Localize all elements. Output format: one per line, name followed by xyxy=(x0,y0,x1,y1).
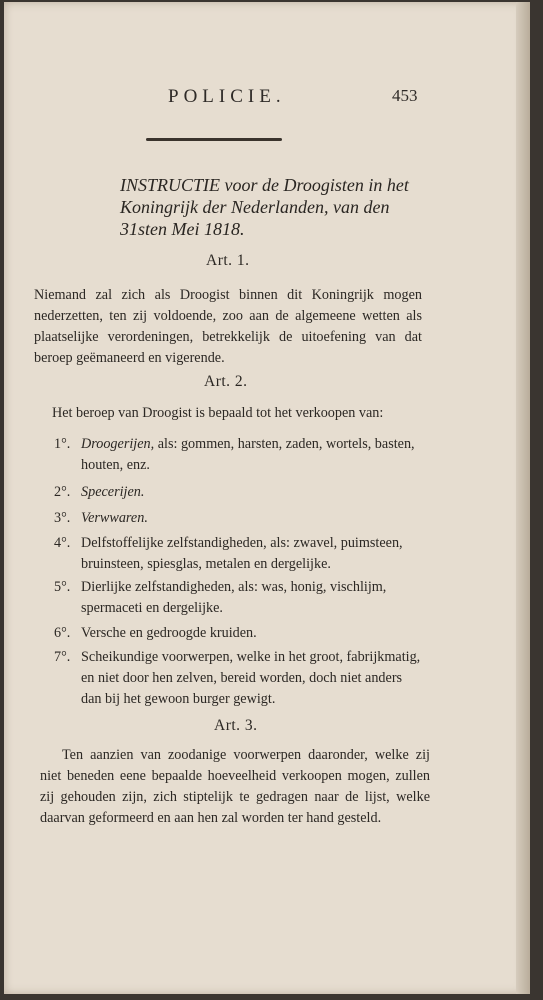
page-header xyxy=(4,86,530,110)
item-text: Scheikundige voorwerpen, welke in het groot, fabrijkmatig, en niet door hen zelven, bereid worden, doch niet anders dan bij het gewoon burger gewigt. xyxy=(81,649,421,707)
list-item xyxy=(54,508,426,529)
item-number: 4°. xyxy=(54,535,71,551)
item-lead: Specerijen. xyxy=(81,484,145,500)
book-page xyxy=(4,2,530,994)
item-lead: Verwwaren. xyxy=(81,510,148,526)
article-2-heading: Art. 2. xyxy=(204,373,248,390)
title-line: 31sten Mei 1818. xyxy=(120,219,245,239)
article-1-heading: Art. 1. xyxy=(206,252,250,269)
item-number: 7°. xyxy=(54,649,71,665)
page-gutter xyxy=(516,2,530,994)
item-number: 5°. xyxy=(54,579,71,595)
list-item xyxy=(54,482,426,503)
title-line: INSTRUCTIE voor de Droogisten in het xyxy=(120,175,409,195)
page-number: 453 xyxy=(392,86,418,105)
item-number: 2°. xyxy=(54,484,71,500)
article-3-heading: Art. 3. xyxy=(214,717,258,734)
item-text: Dierlijke zelfstandigheden, als: was, honig, vischlijm, spermaceti en dergelijke. xyxy=(81,579,387,616)
list-item xyxy=(54,647,426,710)
document-title xyxy=(120,174,430,240)
item-text: als: gommen, harsten, zaden, wortels, basten, houten, enz. xyxy=(81,436,415,473)
header-rule xyxy=(146,138,282,141)
list-item xyxy=(54,623,426,644)
article-2-intro: Het beroep van Droogist is bepaald tot het verkoopen van: xyxy=(52,405,384,421)
item-number: 6°. xyxy=(54,625,71,641)
item-lead: Droogerijen, xyxy=(81,436,155,452)
list-item xyxy=(54,577,426,619)
item-text: Versche en gedroogde kruiden. xyxy=(81,625,257,641)
item-text: Delfstoffelijke zelfstandigheden, als: zwavel, puimsteen, bruinsteen, spiesglas, metalen en dergelijke. xyxy=(81,535,403,572)
running-title: POLICIE. xyxy=(168,86,286,107)
article-1-text: Niemand zal zich als Droogist binnen dit Koningrijk mogen nederzetten, ten zij voldoende, zoo aan de algemeene wetten als plaatselijke verordeningen, betrekkelijk de uitoefening van dat beroep geëmaneerd en vigerende. xyxy=(34,287,422,366)
title-line: Koningrijk der Nederlanden, van den xyxy=(120,197,390,217)
item-number: 1°. xyxy=(54,436,71,452)
article-3-text: Ten aanzien van zoodanige voorwerpen daaronder, welke zij niet beneden eene bepaalde hoeveelheid verkoopen mogen, zullen zij gehouden zijn, zich stiptelijk te gedragen naar de lijst, welke daarvan geformeerd en aan hen zal worden ter hand gesteld. xyxy=(40,747,430,826)
item-number: 3°. xyxy=(54,510,71,526)
list-item xyxy=(54,533,426,575)
list-item xyxy=(54,434,426,476)
